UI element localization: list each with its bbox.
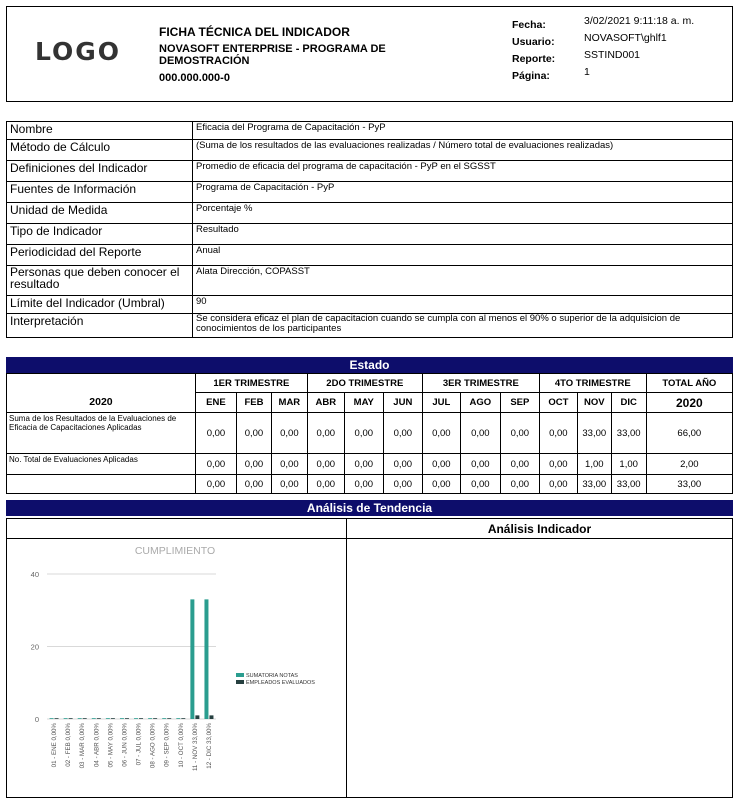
info-value: (Suma de los resultados de las evaluaciones realizadas / Número total de evaluaciones realizadas) bbox=[193, 140, 733, 161]
info-key: Tipo de Indicador bbox=[7, 224, 193, 245]
info-key: Fuentes de Información bbox=[7, 182, 193, 203]
info-row bbox=[7, 140, 733, 161]
table-row bbox=[7, 475, 733, 494]
bar bbox=[55, 718, 59, 719]
table-cell: 33,00 bbox=[577, 413, 611, 454]
report-header bbox=[6, 6, 733, 102]
table-cell: 0,00 bbox=[195, 475, 236, 494]
quarter-header: 2DO TRIMESTRE bbox=[307, 374, 422, 393]
info-key: Personas que deben conocer el resultado bbox=[7, 266, 193, 296]
bar bbox=[153, 718, 157, 719]
month-header: JUL bbox=[422, 393, 460, 413]
x-tick-label: 02 - FEB 0,00% bbox=[65, 723, 73, 767]
table-cell: 0,00 bbox=[500, 413, 539, 454]
info-value: Promedio de eficacia del programa de capacitación - PyP en el SGSST bbox=[193, 161, 733, 182]
indicator-info-table bbox=[6, 121, 733, 338]
bar bbox=[69, 718, 73, 719]
bar bbox=[167, 718, 171, 719]
month-header: NOV bbox=[577, 393, 611, 413]
table-cell: 0,00 bbox=[307, 454, 344, 475]
table-cell: 33,00 bbox=[611, 475, 646, 494]
x-tick-label: 05 - MAY 0,00% bbox=[107, 723, 115, 768]
x-tick-label: 12 - DIC 33,00% bbox=[205, 723, 213, 769]
info-row bbox=[7, 224, 733, 245]
row-total: 33,00 bbox=[646, 475, 732, 494]
bar bbox=[139, 718, 143, 719]
table-cell: 0,00 bbox=[422, 413, 460, 454]
table-cell: 0,00 bbox=[344, 454, 383, 475]
total-header: TOTAL AÑO bbox=[646, 374, 732, 393]
month-header: AGO bbox=[460, 393, 500, 413]
table-cell: 0,00 bbox=[236, 454, 271, 475]
row-total: 66,00 bbox=[646, 413, 732, 454]
bar bbox=[120, 718, 124, 719]
quarter-header: 4TO TRIMESTRE bbox=[539, 374, 646, 393]
x-tick-label: 09 - SEP 0,00% bbox=[163, 723, 171, 767]
bar bbox=[190, 599, 194, 719]
analisis-indicador-title: Análisis Indicador bbox=[487, 522, 592, 536]
y-tick-label: 40 bbox=[30, 570, 39, 579]
bar bbox=[195, 715, 199, 719]
year-label: 2020 bbox=[7, 393, 196, 413]
header-title-block bbox=[159, 26, 439, 84]
table-cell: 0,00 bbox=[271, 413, 307, 454]
legend-swatch bbox=[236, 673, 244, 677]
usuario-label: Usuario: bbox=[512, 36, 555, 48]
info-key: Periodicidad del Reporte bbox=[7, 245, 193, 266]
table-cell: 0,00 bbox=[539, 475, 577, 494]
table-cell: 0,00 bbox=[460, 454, 500, 475]
x-tick-label: 08 - AGO 0,00% bbox=[149, 723, 157, 769]
info-key: Nombre bbox=[7, 122, 193, 140]
info-value: Eficacia del Programa de Capacitación - PyP bbox=[193, 122, 733, 140]
trend-header-line bbox=[7, 538, 732, 539]
x-tick-label: 06 - JUN 0,00% bbox=[121, 723, 129, 767]
info-row bbox=[7, 266, 733, 296]
reporte-label: Reporte: bbox=[512, 53, 556, 65]
y-tick-label: 0 bbox=[34, 715, 39, 724]
bar bbox=[125, 718, 129, 719]
table-cell: 0,00 bbox=[460, 413, 500, 454]
row-label bbox=[7, 475, 196, 494]
table-row bbox=[7, 454, 733, 475]
info-row bbox=[7, 314, 733, 338]
estado-table bbox=[6, 373, 733, 494]
x-tick-label: 11 - NOV 33,00% bbox=[191, 723, 199, 772]
legend-label: SUMATORIA NOTAS bbox=[246, 673, 298, 679]
table-cell: 0,00 bbox=[500, 454, 539, 475]
table-cell: 0,00 bbox=[307, 413, 344, 454]
info-value: Resultado bbox=[193, 224, 733, 245]
table-cell: 0,00 bbox=[500, 475, 539, 494]
row-total: 2,00 bbox=[646, 454, 732, 475]
quarter-header: 3ER TRIMESTRE bbox=[422, 374, 539, 393]
table-cell: 0,00 bbox=[539, 454, 577, 475]
bar bbox=[97, 718, 101, 719]
estado-band: Estado bbox=[6, 357, 733, 373]
total-year: 2020 bbox=[646, 393, 732, 413]
month-header: ENE bbox=[195, 393, 236, 413]
info-row bbox=[7, 161, 733, 182]
fecha-value: 3/02/2021 9:11:18 a. m. bbox=[584, 15, 695, 27]
cumplimiento-chart bbox=[7, 545, 346, 799]
quarter-header: 1ER TRIMESTRE bbox=[195, 374, 307, 393]
table-cell: 0,00 bbox=[195, 413, 236, 454]
info-row bbox=[7, 203, 733, 224]
trend-divider bbox=[346, 519, 347, 797]
table-cell: 0,00 bbox=[344, 475, 383, 494]
trend-section bbox=[6, 518, 733, 798]
bar bbox=[78, 718, 82, 719]
info-row bbox=[7, 245, 733, 266]
month-header: JUN bbox=[383, 393, 422, 413]
bar bbox=[92, 718, 96, 719]
bar bbox=[209, 715, 213, 719]
table-cell: 0,00 bbox=[422, 454, 460, 475]
fecha-label: Fecha: bbox=[512, 19, 546, 31]
table-cell: 0,00 bbox=[383, 454, 422, 475]
bar bbox=[181, 718, 185, 719]
x-tick-label: 10 - OCT 0,00% bbox=[177, 723, 185, 768]
legend-swatch bbox=[236, 680, 244, 684]
legend-label: EMPLEADOS EVALUADOS bbox=[246, 680, 315, 686]
row-label: No. Total de Evaluaciones Aplicadas bbox=[7, 454, 196, 475]
x-tick-label: 03 - MAR 0,00% bbox=[79, 723, 87, 769]
info-key: Límite del Indicador (Umbral) bbox=[7, 296, 193, 314]
bar bbox=[204, 599, 208, 719]
report-title: FICHA TÉCNICA DEL INDICADOR bbox=[159, 25, 350, 39]
pagina-value: 1 bbox=[584, 66, 590, 78]
month-header: MAY bbox=[344, 393, 383, 413]
info-key: Interpretación bbox=[7, 314, 193, 338]
y-tick-label: 20 bbox=[30, 642, 39, 652]
x-tick-label: 01 - ENE 0,00% bbox=[51, 723, 59, 768]
company-name: NOVASOFT ENTERPRISE - PROGRAMA DE DEMOSTRACIÓN bbox=[159, 43, 386, 67]
bar bbox=[50, 718, 54, 719]
table-cell: 0,00 bbox=[271, 454, 307, 475]
logo: LOGO bbox=[35, 37, 122, 66]
info-row bbox=[7, 122, 733, 140]
table-cell: 33,00 bbox=[611, 413, 646, 454]
bar bbox=[111, 718, 115, 719]
table-cell: 0,00 bbox=[383, 475, 422, 494]
bar bbox=[176, 718, 180, 719]
info-key: Método de Cálculo bbox=[7, 140, 193, 161]
month-header: MAR bbox=[271, 393, 307, 413]
info-value: Alata Dirección, COPASST bbox=[193, 266, 733, 296]
x-tick-label: 04 - ABR 0,00% bbox=[93, 723, 101, 768]
table-cell: 0,00 bbox=[460, 475, 500, 494]
month-header: SEP bbox=[500, 393, 539, 413]
info-key: Unidad de Medida bbox=[7, 203, 193, 224]
info-value: 90 bbox=[193, 296, 733, 314]
month-header: DIC bbox=[611, 393, 646, 413]
bar bbox=[134, 718, 138, 719]
info-value: Anual bbox=[193, 245, 733, 266]
table-cell: 1,00 bbox=[611, 454, 646, 475]
bar bbox=[64, 718, 68, 719]
table-cell: 0,00 bbox=[422, 475, 460, 494]
table-cell: 0,00 bbox=[195, 454, 236, 475]
bar bbox=[162, 718, 166, 719]
x-tick-label: 07 - JUL 0,00% bbox=[135, 723, 143, 766]
month-header: OCT bbox=[539, 393, 577, 413]
info-row bbox=[7, 296, 733, 314]
info-value: Programa de Capacitación - PyP bbox=[193, 182, 733, 203]
row-label: Suma de los Resultados de la Evaluaciones de Eficacia de Capacitaciones Aplicadas bbox=[7, 413, 196, 454]
info-value: Porcentaje % bbox=[193, 203, 733, 224]
info-value: Se considera eficaz el plan de capacitacion cuando se cumpla con al menos el 90% o superior de la adquisicion de conocimientos de los participantes bbox=[193, 314, 733, 338]
table-cell: 0,00 bbox=[236, 475, 271, 494]
table-cell: 1,00 bbox=[577, 454, 611, 475]
table-row bbox=[7, 413, 733, 454]
bar bbox=[106, 718, 110, 719]
table-cell: 0,00 bbox=[307, 475, 344, 494]
corner-cell bbox=[7, 374, 196, 393]
bar bbox=[83, 718, 87, 719]
table-cell: 33,00 bbox=[577, 475, 611, 494]
table-cell: 0,00 bbox=[271, 475, 307, 494]
month-header: FEB bbox=[236, 393, 271, 413]
table-cell: 0,00 bbox=[344, 413, 383, 454]
bar bbox=[148, 718, 152, 719]
pagina-label: Página: bbox=[512, 70, 550, 82]
month-header: ABR bbox=[307, 393, 344, 413]
reporte-value: SSTIND001 bbox=[584, 49, 641, 61]
company-nit: 000.000.000-0 bbox=[159, 72, 230, 84]
chart-title: CUMPLIMIENTO bbox=[134, 545, 216, 557]
info-row bbox=[7, 182, 733, 203]
table-cell: 0,00 bbox=[383, 413, 422, 454]
tendencia-band: Análisis de Tendencia bbox=[6, 500, 733, 516]
table-cell: 0,00 bbox=[539, 413, 577, 454]
info-key: Definiciones del Indicador bbox=[7, 161, 193, 182]
usuario-value: NOVASOFT\ghlf1 bbox=[584, 32, 667, 44]
table-cell: 0,00 bbox=[236, 413, 271, 454]
